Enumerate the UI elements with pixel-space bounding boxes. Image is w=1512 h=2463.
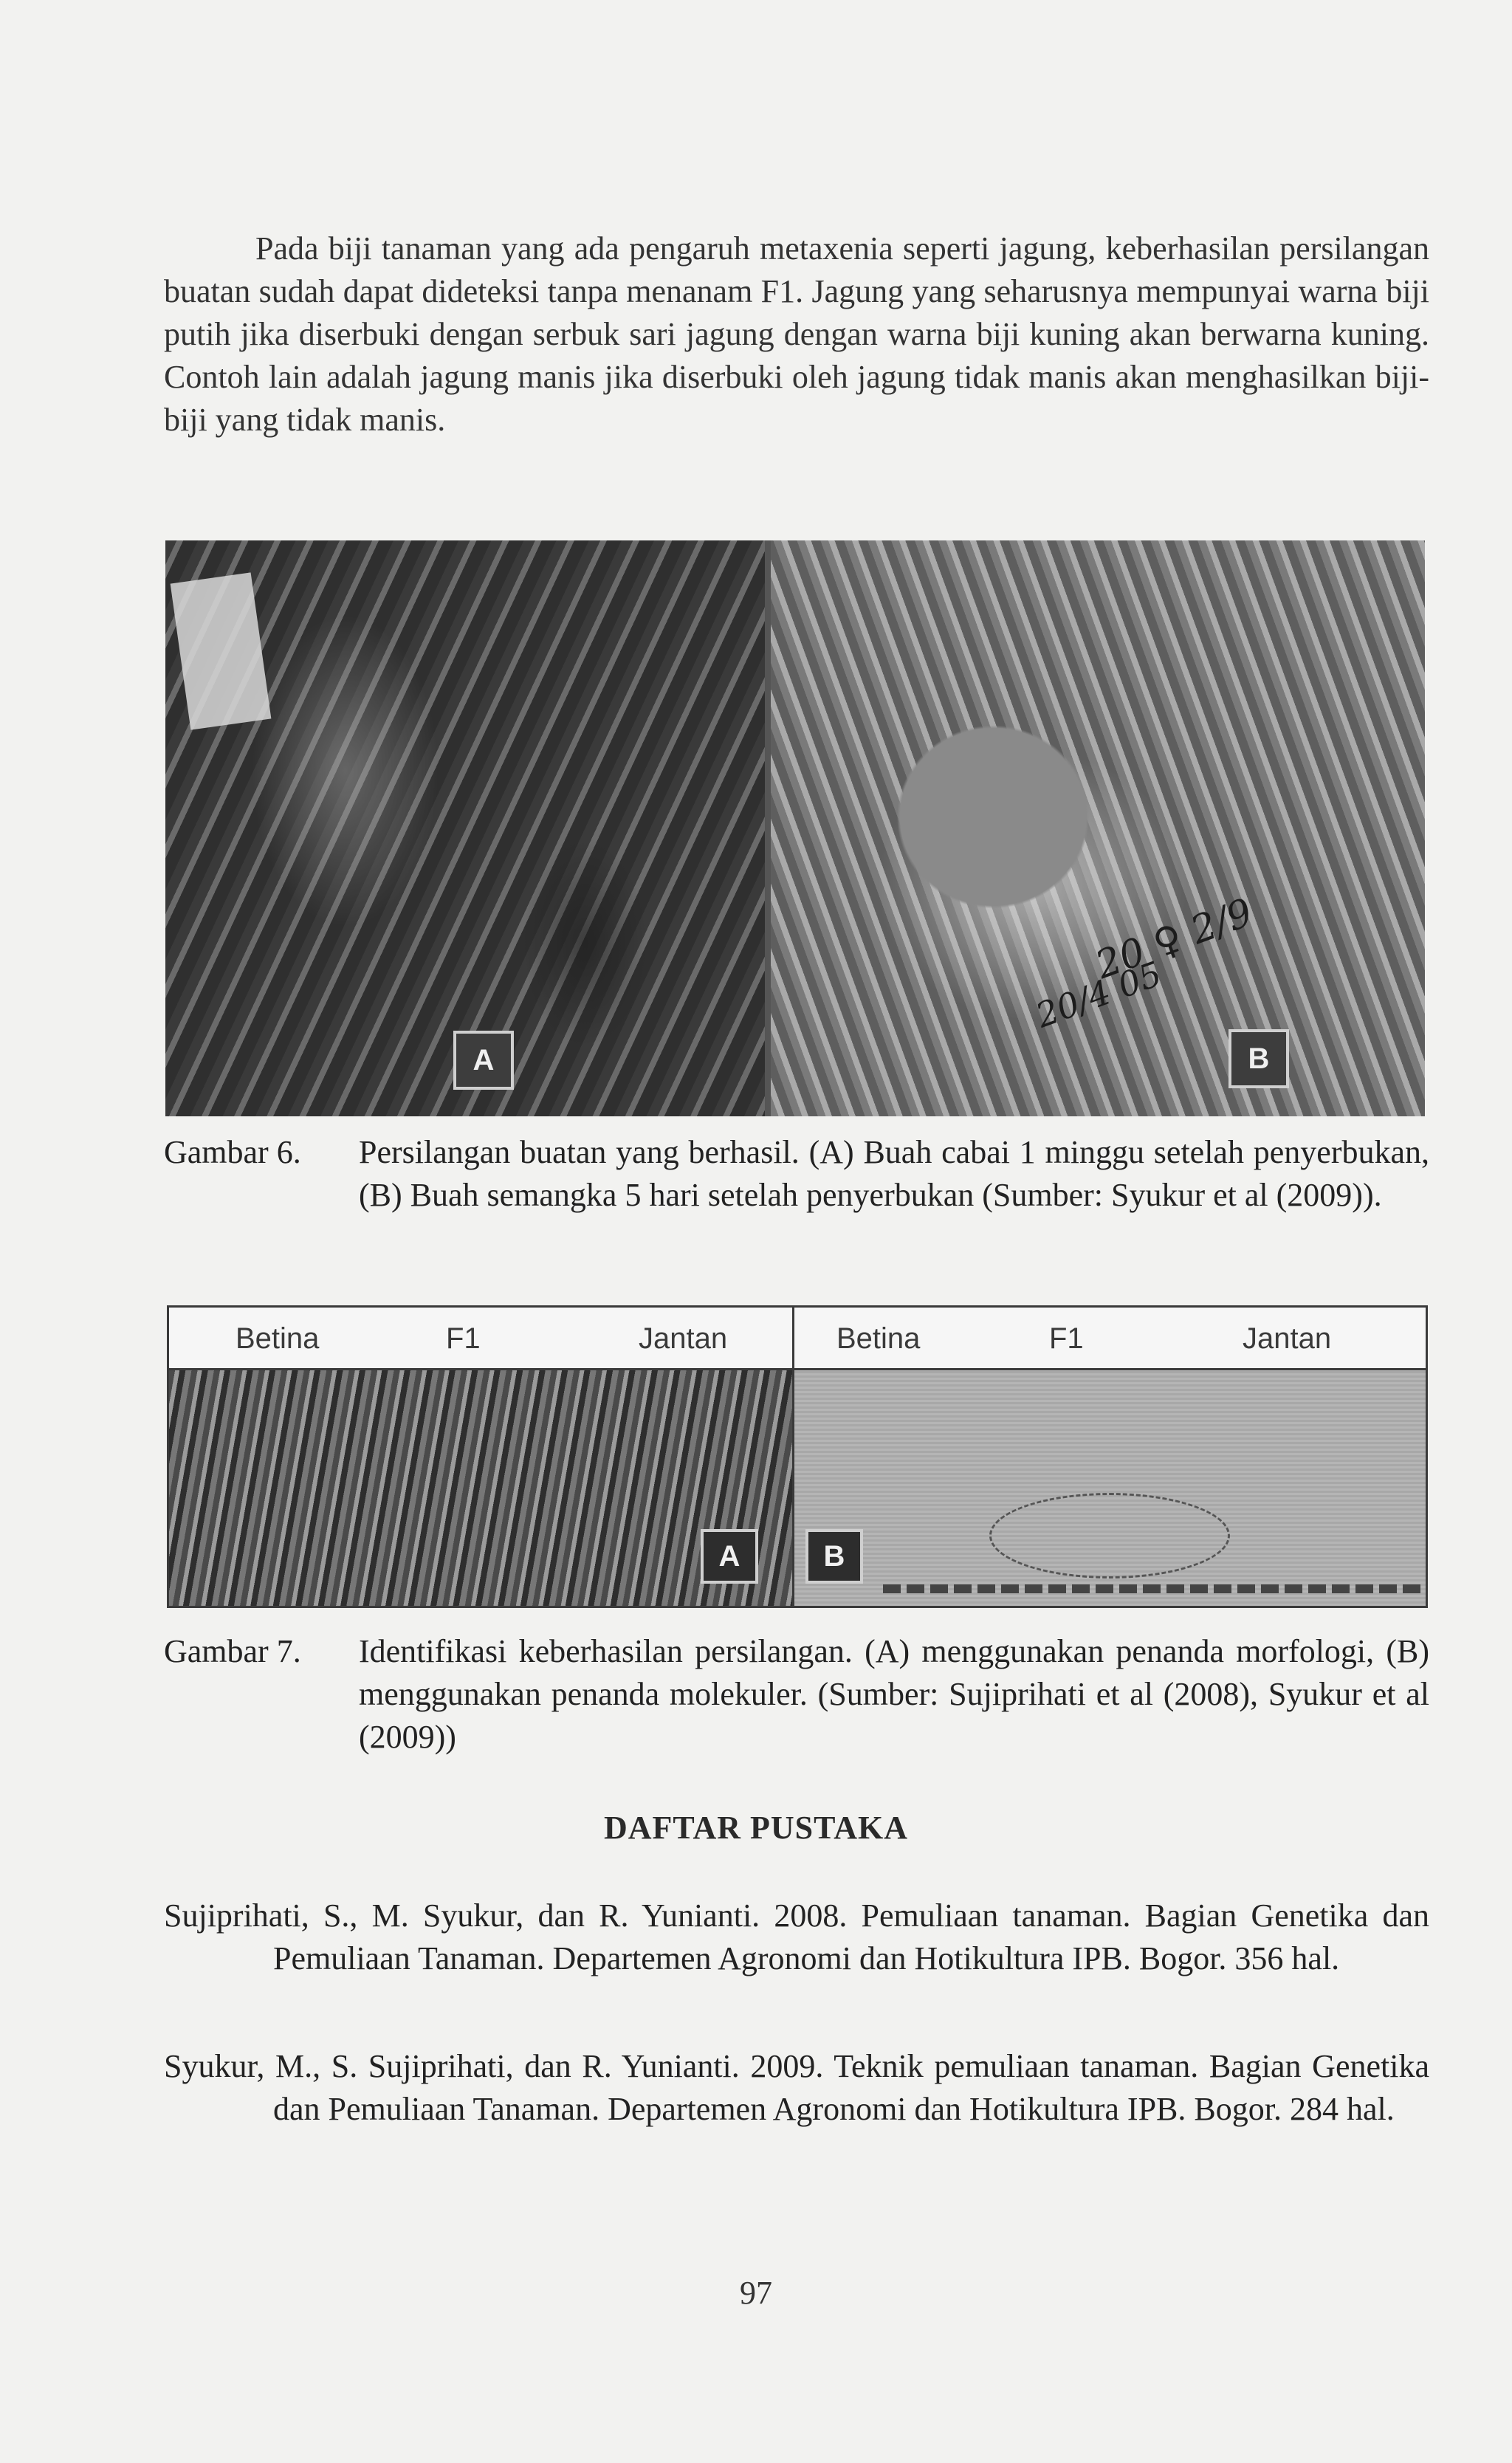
figure-7-caption-text: Identifikasi keberhasilan persilangan. (A) menggunakan penanda morfologi, (B) menggunakan penanda molekuler. (Sumber: Sujiprihati et al (2008), Syukur et al (2009)) (359, 1633, 1429, 1755)
body-paragraph: Pada biji tanaman yang ada pengaruh metaxenia seperti jagung, keberhasilan persilangan buatan sudah dapat dideteksi tanpa menanam F1. Jagung yang seharusnya mempunyai warna biji putih jika diserbuki dengan serbuk sari jagung dengan warna biji kuning akan berwarna kuning. Contoh lain adalah jagung manis jika diserbuki oleh jagung tidak manis akan menghasilkan biji-biji yang tidak manis. (164, 230, 1429, 438)
figure-6-photo-watermelon (771, 540, 1425, 1116)
gel-highlight-oval (989, 1493, 1230, 1579)
figure-7-divider (792, 1308, 794, 1606)
header-betina-b: Betina (836, 1322, 921, 1355)
figure-6 (165, 540, 1425, 1116)
header-f1-b: F1 (1049, 1322, 1084, 1355)
header-jantan-a: Jantan (639, 1322, 728, 1355)
page-number: 97 (740, 2275, 772, 2311)
header-f1-a: F1 (446, 1322, 481, 1355)
reference-item: Sujiprihati, S., M. Syukur, dan R. Yunianti. 2008. Pemuliaan tanaman. Bagian Genetika dan Pemuliaan Tanaman. Departemen Agronomi dan Hotikultura IPB. Bogor. 356 hal. (164, 1897, 1429, 1976)
panel-b-label-fig7: B (805, 1529, 863, 1584)
figure-7 (167, 1305, 1428, 1608)
handwritten-date-1: 20 ♀ 2/9 (1090, 890, 1259, 988)
handwritten-date-2: 20/4 05 (1031, 953, 1167, 1036)
header-jantan-b: Jantan (1243, 1322, 1332, 1355)
figure-6-caption-text: Persilangan buatan yang berhasil. (A) Buah cabai 1 minggu setelah penyerbukan, (B) Buah semangka 5 hari setelah penyerbukan (Sumber: Syukur et al (2009)). (359, 1134, 1429, 1213)
references-heading: DAFTAR PUSTAKA (603, 1810, 909, 1846)
pollination-tag (171, 572, 272, 729)
gel-band-row (883, 1584, 1422, 1593)
reference-item: Syukur, M., S. Sujiprihati, dan R. Yunianti. 2009. Teknik pemuliaan tanaman. Bagian Genetika dan Pemuliaan Tanaman. Departemen Agronomi dan Hotikultura IPB. Bogor. 284 hal. (164, 2048, 1429, 2127)
figure-7-morphology-photo (169, 1370, 792, 1606)
figure-6-caption-label: Gambar 6. (164, 1134, 301, 1170)
panel-b-label: B (1228, 1029, 1289, 1088)
figure-6-caption (164, 1131, 1429, 1264)
figure-7-caption (164, 1630, 1429, 1763)
figure-7-header-row (169, 1308, 1426, 1370)
header-betina-a: Betina (236, 1322, 320, 1355)
figure-6-photo-chili (165, 540, 765, 1116)
panel-a-label: A (453, 1031, 514, 1090)
figure-7-caption-label: Gambar 7. (164, 1633, 301, 1669)
panel-a-label-fig7: A (701, 1529, 758, 1584)
